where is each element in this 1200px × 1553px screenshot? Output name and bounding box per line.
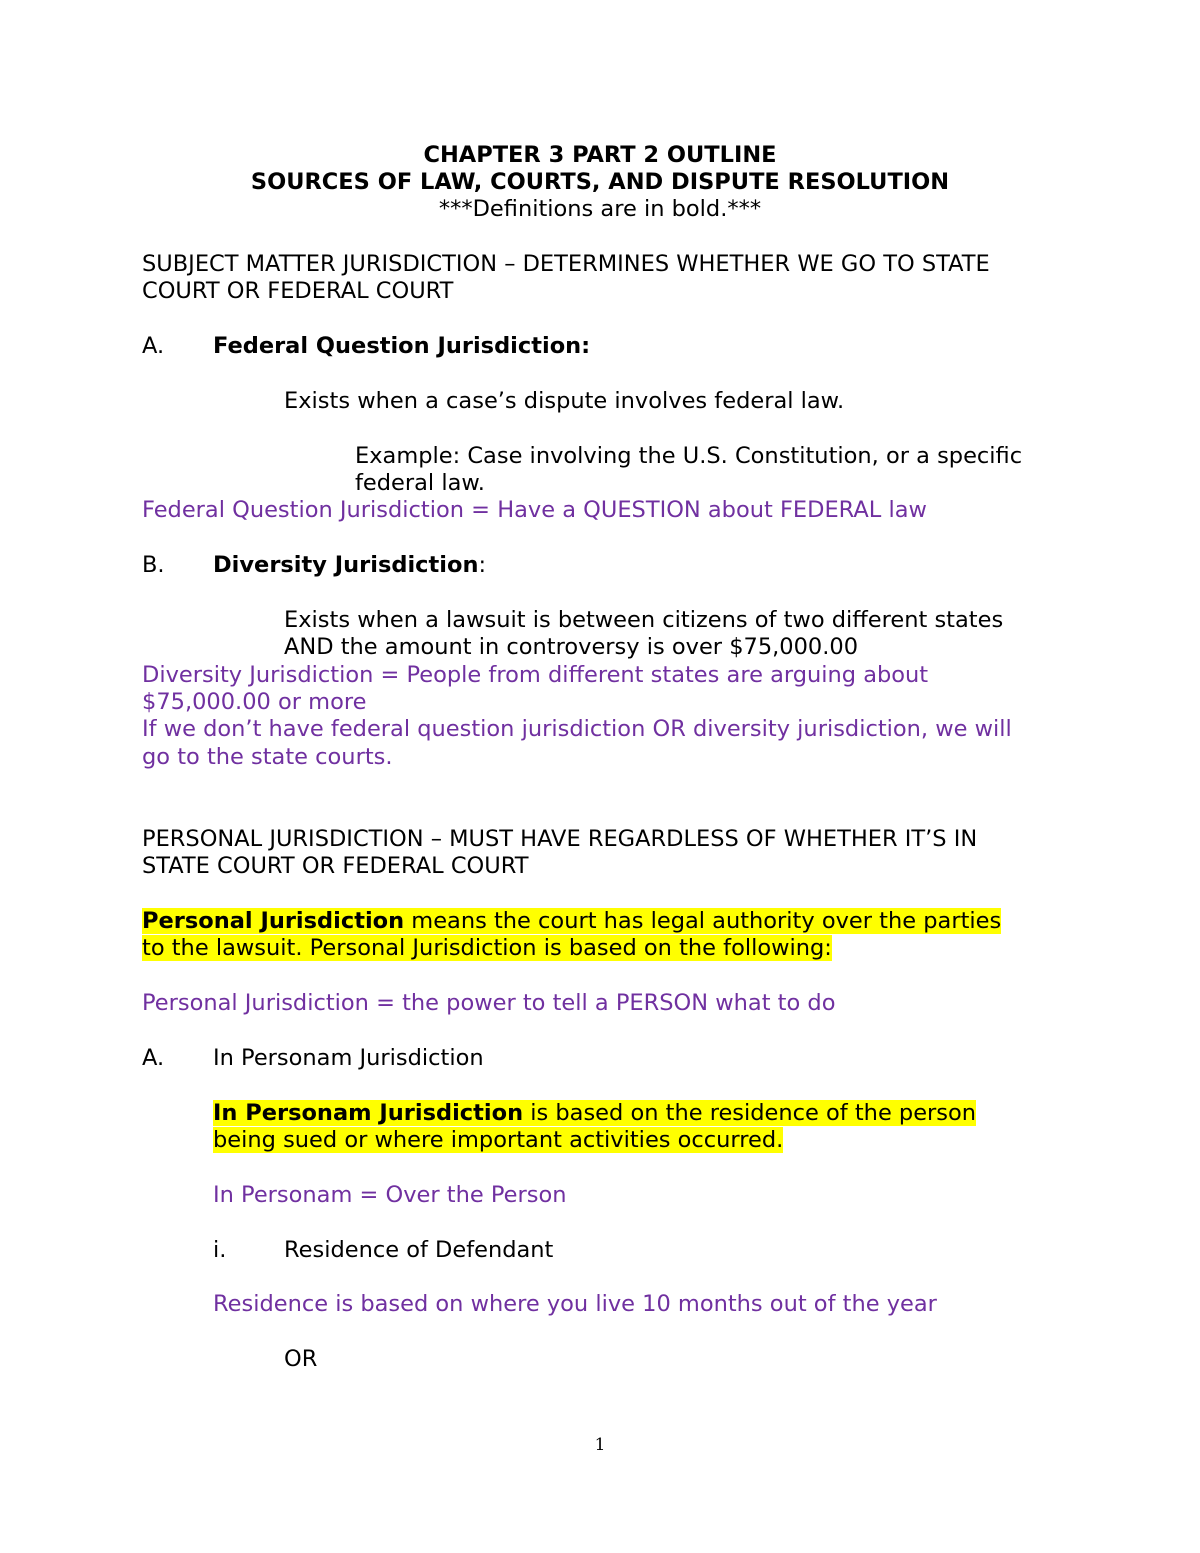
personal-definition-line1 [142, 908, 1001, 935]
personal-heading-line1: PERSONAL JURISDICTION – MUST HAVE REGARDLESS OF WHETHER IT’S IN [142, 826, 978, 852]
federal-question-example-line2: federal law. [355, 470, 485, 496]
residence-note: Residence is based on where you live 10 months out of the year [213, 1291, 937, 1317]
personal-definition-term: Personal Jurisdiction [142, 908, 405, 934]
federal-question-definition: Exists when a case’s dispute involves federal law. [284, 388, 845, 414]
in-personam-title: In Personam Jurisdiction [213, 1045, 484, 1071]
page-subtitle: SOURCES OF LAW, COURTS, AND DISPUTE RESOLUTION [250, 169, 950, 195]
in-personam-definition-term: In Personam Jurisdiction [213, 1100, 524, 1126]
personal-definition-line2 [142, 935, 832, 962]
page-title: CHAPTER 3 PART 2 OUTLINE [423, 142, 777, 168]
or-text: OR [284, 1346, 318, 1372]
in-personam-definition-line2-text: being sued or where important activities occurred. [213, 1127, 784, 1153]
section-a-label: A. [142, 333, 165, 359]
page-number: 1 [594, 1435, 606, 1455]
subject-matter-heading-line1: SUBJECT MATTER JURISDICTION – DETERMINES WHETHER WE GO TO STATE [142, 251, 990, 277]
in-personam-definition-rest: is based on the residence of the person [523, 1100, 977, 1126]
state-courts-note-line2: go to the state courts. [142, 744, 393, 770]
in-personam-definition-line1 [213, 1100, 976, 1127]
state-courts-note-line1: If we don’t have federal question jurisdiction OR diversity jurisdiction, we will [142, 716, 1012, 742]
diversity-note-line1: Diversity Jurisdiction = People from different states are arguing about [142, 662, 929, 688]
personal-heading-line2: STATE COURT OR FEDERAL COURT [142, 853, 529, 879]
federal-question-note: Federal Question Jurisdiction = Have a QUESTION about FEDERAL law [142, 497, 927, 523]
personal-definition-line2-text: to the lawsuit. Personal Jurisdiction is based on the following: [142, 935, 832, 961]
federal-question-title: Federal Question Jurisdiction: [213, 333, 591, 359]
diversity-title: Diversity Jurisdiction [213, 552, 479, 578]
diversity-note-line2: $75,000.00 or more [142, 689, 367, 715]
in-personam-definition-line2 [213, 1127, 783, 1154]
section-b-label: B. [142, 552, 165, 578]
personal-note: Personal Jurisdiction = the power to tell a PERSON what to do [142, 990, 836, 1016]
subject-matter-heading-line2: COURT OR FEDERAL COURT [142, 278, 454, 304]
in-personam-note: In Personam = Over the Person [213, 1182, 567, 1208]
personal-definition-rest: means the court has legal authority over the parties [404, 908, 1002, 934]
diversity-colon: : [478, 552, 487, 578]
diversity-definition-line2: AND the amount in controversy is over $75,000.00 [284, 634, 859, 660]
definitions-note: ***Definitions are in bold.*** [438, 196, 762, 222]
subsection-i-label: i. [213, 1237, 227, 1263]
in-personam-label: A. [142, 1045, 165, 1071]
diversity-title-wrap [213, 552, 486, 579]
residence-title: Residence of Defendant [284, 1237, 554, 1263]
diversity-definition-line1: Exists when a lawsuit is between citizens of two different states [284, 607, 1004, 633]
federal-question-example-line1: Example: Case involving the U.S. Constitution, or a specific [355, 443, 1023, 469]
